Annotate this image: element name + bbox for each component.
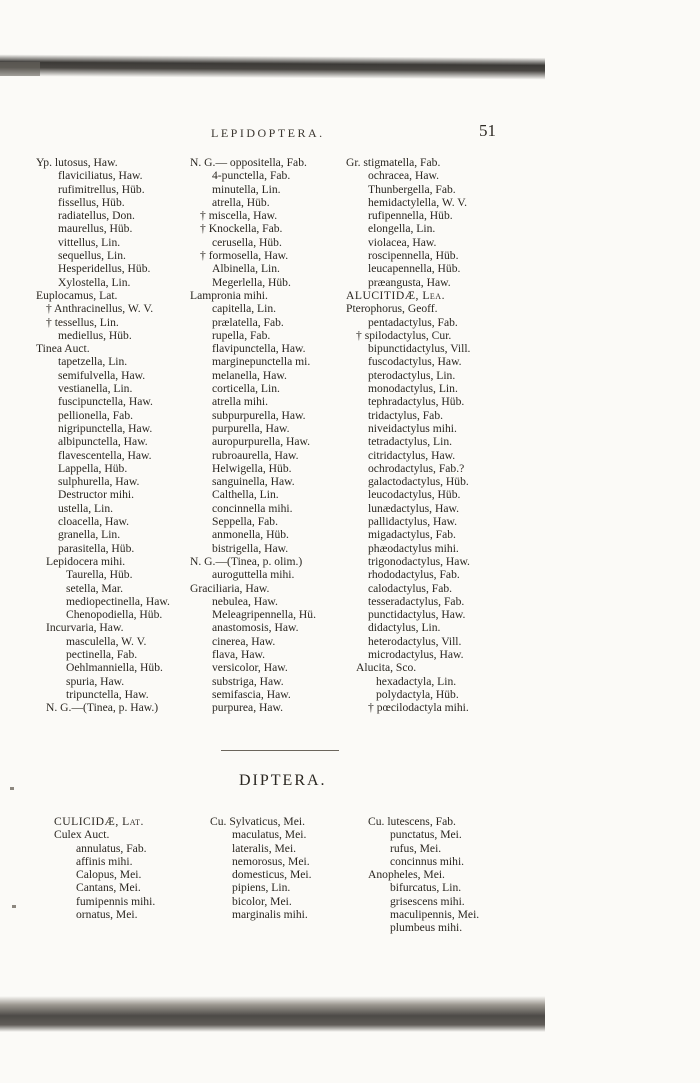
species-entry: atrella, Hüb. bbox=[212, 195, 270, 209]
species-entry: melanella, Haw. bbox=[212, 368, 287, 382]
species-entry: galactodactylus, Hüb. bbox=[368, 475, 469, 489]
species-entry: rufimitrellus, Hüb. bbox=[58, 182, 145, 196]
species-entry: punctatus, Mei. bbox=[390, 828, 462, 842]
species-entry: rupella, Fab. bbox=[212, 328, 271, 342]
species-entry: concinnella mihi. bbox=[212, 501, 293, 515]
species-entry: bipunctidactylus, Vill. bbox=[368, 342, 471, 356]
species-entry: microdactylus, Haw. bbox=[368, 647, 464, 661]
species-entry: violacea, Haw. bbox=[368, 235, 437, 249]
species-entry: flava, Haw. bbox=[212, 647, 266, 661]
species-entry: bistrigella, Haw. bbox=[212, 541, 289, 555]
species-entry: migadactylus, Fab. bbox=[368, 528, 456, 542]
species-entry: didactylus, Lin. bbox=[368, 621, 441, 635]
species-entry: fuscipunctella, Haw. bbox=[58, 395, 153, 409]
species-entry: cinerea, Haw. bbox=[212, 634, 276, 648]
species-entry: fissellus, Hüb. bbox=[58, 195, 125, 209]
species-entry: tridactylus, Fab. bbox=[368, 408, 444, 422]
species-entry: marginepunctella mi. bbox=[212, 355, 311, 369]
page-edge-shadow-top bbox=[0, 54, 545, 79]
species-entry: Albinella, Lin. bbox=[212, 262, 280, 276]
species-entry: bifurcatus, Lin. bbox=[390, 881, 462, 895]
species-entry: capitella, Lin. bbox=[212, 302, 277, 316]
species-entry: minutella, Lin. bbox=[212, 182, 281, 196]
species-entry: substriga, Haw. bbox=[212, 674, 284, 688]
species-entry: niveidactylus mihi. bbox=[368, 421, 457, 435]
species-entry: † Anthracinellus, W. V. bbox=[46, 302, 154, 316]
diptera-column-1 bbox=[54, 815, 155, 921]
margin-speck bbox=[10, 787, 14, 790]
species-entry: pellionella, Fab. bbox=[58, 408, 134, 422]
species-entry: auropurpurella, Haw. bbox=[212, 435, 311, 449]
species-entry: anastomosis, Haw. bbox=[212, 621, 299, 635]
species-entry: granella, Lin. bbox=[58, 528, 121, 542]
species-entry: elongella, Lin. bbox=[368, 222, 436, 236]
species-entry: Chenopodiella, Hüb. bbox=[66, 608, 163, 622]
species-entry: Tinea Auct. bbox=[36, 342, 90, 356]
species-entry: pectinella, Fab. bbox=[66, 647, 138, 661]
species-entry: Hesperidellus, Hüb. bbox=[58, 262, 151, 276]
species-entry: masculella, W. V. bbox=[66, 634, 147, 648]
species-entry: hexadactyla, Lin. bbox=[376, 674, 457, 688]
species-entry: CULICIDÆ, Lat. bbox=[54, 815, 144, 828]
species-entry: fuscodactylus, Haw. bbox=[368, 355, 462, 369]
species-entry: † formosella, Haw. bbox=[200, 249, 289, 263]
species-entry: maculatus, Mei. bbox=[232, 828, 307, 842]
species-entry: Cantans, Mei. bbox=[76, 881, 141, 895]
species-entry: pipiens, Lin. bbox=[232, 881, 291, 895]
species-entry: spuria, Haw. bbox=[66, 674, 125, 688]
species-entry: plumbeus mihi. bbox=[390, 921, 463, 935]
species-entry: purpurea, Haw. bbox=[212, 701, 284, 715]
species-entry: flaviciliatus, Haw. bbox=[58, 169, 143, 183]
species-entry: Oehlmanniella, Hüb. bbox=[66, 661, 163, 675]
species-entry: † Knockella, Fab. bbox=[200, 222, 283, 236]
species-entry: purpurella, Haw. bbox=[212, 421, 290, 435]
species-entry: cerusella, Hüb. bbox=[212, 235, 282, 249]
species-entry: Culex Auct. bbox=[54, 828, 110, 842]
species-entry: atrella mihi. bbox=[212, 395, 269, 409]
species-entry: † spilodactylus, Cur. bbox=[356, 328, 452, 342]
species-entry: vestianella, Lin. bbox=[58, 382, 133, 396]
lepidoptera-column-3 bbox=[346, 156, 470, 714]
species-entry: concinnus mihi. bbox=[390, 854, 465, 868]
species-entry: bicolor, Mei. bbox=[232, 894, 292, 908]
species-entry: Taurella, Hüb. bbox=[66, 568, 133, 582]
species-entry: rufipennella, Hüb. bbox=[368, 209, 453, 223]
species-entry: fumipennis mihi. bbox=[76, 894, 156, 908]
species-entry: rufus, Mei. bbox=[390, 841, 442, 855]
species-entry: flavipunctella, Haw. bbox=[212, 342, 306, 356]
lepidoptera-column-2 bbox=[190, 156, 316, 714]
species-entry: sanguinella, Haw. bbox=[212, 475, 295, 489]
species-entry: parasitella, Hüb. bbox=[58, 541, 135, 555]
species-entry: leucodactylus, Hüb. bbox=[368, 488, 461, 502]
species-entry: phæodactylus mihi. bbox=[368, 541, 459, 555]
species-entry: Pterophorus, Geoff. bbox=[346, 302, 438, 316]
species-entry: hemidactylella, W. V. bbox=[368, 195, 468, 209]
species-entry: Lappella, Hüb. bbox=[58, 461, 128, 475]
species-entry: Euplocamus, Lat. bbox=[36, 288, 118, 302]
species-entry: tetradactylus, Lin. bbox=[368, 435, 453, 449]
species-entry: leucapennella, Hüb. bbox=[368, 262, 461, 276]
species-entry: tapetzella, Lin. bbox=[58, 355, 128, 369]
species-entry: lateralis, Mei. bbox=[232, 841, 297, 855]
species-entry: Thunbergella, Fab. bbox=[368, 182, 456, 196]
species-entry: punctidactylus, Haw. bbox=[368, 608, 466, 622]
species-entry: sequellus, Lin. bbox=[58, 249, 126, 263]
species-entry: ochrodactylus, Fab.? bbox=[368, 461, 465, 475]
diptera-column-3 bbox=[368, 815, 479, 935]
species-entry: Seppella, Fab. bbox=[212, 515, 279, 529]
species-entry: domesticus, Mei. bbox=[232, 868, 312, 882]
species-entry: Meleagripennella, Hü. bbox=[212, 608, 316, 622]
species-entry: vittellus, Lin. bbox=[58, 235, 121, 249]
species-entry: nebulea, Haw. bbox=[212, 594, 278, 608]
species-entry: N. G.—(Tinea, p. Haw.) bbox=[46, 701, 159, 715]
species-entry: calodactylus, Fab. bbox=[368, 581, 453, 595]
species-entry: auroguttella mihi. bbox=[212, 568, 295, 582]
species-entry: trigonodactylus, Haw. bbox=[368, 554, 470, 568]
page-edge-shadow-top-left bbox=[0, 62, 40, 76]
species-entry: anmonella, Hüb. bbox=[212, 528, 289, 542]
species-entry: cloacella, Haw. bbox=[58, 515, 130, 529]
species-entry: ustella, Lin. bbox=[58, 501, 114, 515]
species-entry: Graciliaria, Haw. bbox=[190, 581, 270, 595]
species-entry: † tessellus, Lin. bbox=[46, 315, 119, 329]
species-entry: pentadactylus, Fab. bbox=[368, 315, 458, 329]
species-entry: grisescens mihi. bbox=[390, 894, 465, 908]
species-entry: mediellus, Hüb. bbox=[58, 328, 132, 342]
species-entry: affinis mihi. bbox=[76, 854, 133, 868]
species-entry: Gr. stigmatella, Fab. bbox=[346, 156, 441, 169]
species-entry: mediopectinella, Haw. bbox=[66, 594, 170, 608]
species-entry: heterodactylus, Vill. bbox=[368, 634, 462, 648]
species-entry: semifulvella, Haw. bbox=[58, 368, 146, 382]
species-entry: citridactylus, Haw. bbox=[368, 448, 456, 462]
species-entry: monodactylus, Lin. bbox=[368, 382, 458, 396]
species-entry: maculipennis, Mei. bbox=[390, 908, 480, 922]
species-entry: Lampronia mihi. bbox=[190, 288, 268, 302]
species-entry: N. G.— oppositella, Fab. bbox=[190, 156, 307, 169]
page-edge-shadow-bottom bbox=[0, 996, 545, 1032]
species-entry: sulphurella, Haw. bbox=[58, 475, 140, 489]
species-entry: albipunctella, Haw. bbox=[58, 435, 148, 449]
species-entry: nigripunctella, Haw. bbox=[58, 421, 153, 435]
species-entry: Cu. lutescens, Fab. bbox=[368, 815, 456, 828]
species-entry: ALUCITIDÆ, Lea. bbox=[346, 288, 445, 302]
species-entry: Alucita, Sco. bbox=[356, 661, 417, 675]
species-entry: præangusta, Haw. bbox=[368, 275, 451, 289]
running-head: LEPIDOPTERA. bbox=[211, 126, 325, 140]
species-entry: subpurpurella, Haw. bbox=[212, 408, 306, 422]
species-entry: nemorosus, Mei. bbox=[232, 854, 310, 868]
species-entry: Anopheles, Mei. bbox=[368, 868, 445, 882]
lepidoptera-column-1 bbox=[36, 156, 170, 714]
species-entry: tesseradactylus, Fab. bbox=[368, 594, 465, 608]
species-entry: ochracea, Haw. bbox=[368, 169, 440, 183]
species-entry: maurellus, Hüb. bbox=[58, 222, 133, 236]
margin-speck bbox=[12, 905, 16, 908]
species-entry: Calthella, Lin. bbox=[212, 488, 279, 502]
species-entry: rubroaurella, Haw. bbox=[212, 448, 299, 462]
species-entry: † pœcilodactyla mihi. bbox=[368, 701, 469, 715]
species-entry: Calopus, Mei. bbox=[76, 868, 142, 882]
species-entry: annulatus, Fab. bbox=[76, 841, 147, 855]
diptera-column-2 bbox=[210, 815, 312, 921]
species-entry: tripunctella, Haw. bbox=[66, 687, 149, 701]
species-entry: Helwigella, Hüb. bbox=[212, 461, 292, 475]
species-entry: Incurvaria, Haw. bbox=[46, 621, 124, 635]
species-entry: pterodactylus, Lin. bbox=[368, 368, 456, 382]
species-entry: † miscella, Haw. bbox=[200, 209, 278, 223]
section-divider bbox=[221, 750, 339, 751]
species-entry: polydactyla, Hüb. bbox=[376, 687, 459, 701]
species-entry: semifascia, Haw. bbox=[212, 687, 291, 701]
species-entry: Cu. Sylvaticus, Mei. bbox=[210, 815, 306, 828]
section-title-diptera: DIPTERA. bbox=[239, 772, 327, 789]
species-entry: lunædactylus, Haw. bbox=[368, 501, 460, 515]
species-entry: Yp. lutosus, Haw. bbox=[36, 156, 118, 169]
species-entry: radiatellus, Don. bbox=[58, 209, 135, 223]
species-entry: roscipennella, Hüb. bbox=[368, 249, 459, 263]
species-entry: setella, Mar. bbox=[66, 581, 123, 595]
species-entry: prælatella, Fab. bbox=[212, 315, 284, 329]
species-entry: corticella, Lin. bbox=[212, 382, 280, 396]
species-entry: pallidactylus, Haw. bbox=[368, 515, 458, 529]
species-entry: tephradactylus, Hüb. bbox=[368, 395, 465, 409]
species-entry: Megerlella, Hüb. bbox=[212, 275, 291, 289]
species-entry: Xylostella, Lin. bbox=[58, 275, 131, 289]
species-entry: versicolor, Haw. bbox=[212, 661, 288, 675]
species-entry: 4-punctella, Fab. bbox=[212, 169, 291, 183]
species-entry: rhododactylus, Fab. bbox=[368, 568, 460, 582]
page-number: 51 bbox=[479, 121, 496, 140]
species-entry: flavescentella, Haw. bbox=[58, 448, 152, 462]
species-entry: N. G.—(Tinea, p. olim.) bbox=[190, 554, 303, 568]
species-entry: Lepidocera mihi. bbox=[46, 554, 126, 568]
species-entry: ornatus, Mei. bbox=[76, 908, 138, 922]
species-entry: marginalis mihi. bbox=[232, 908, 308, 922]
species-entry: Destructor mihi. bbox=[58, 488, 134, 502]
